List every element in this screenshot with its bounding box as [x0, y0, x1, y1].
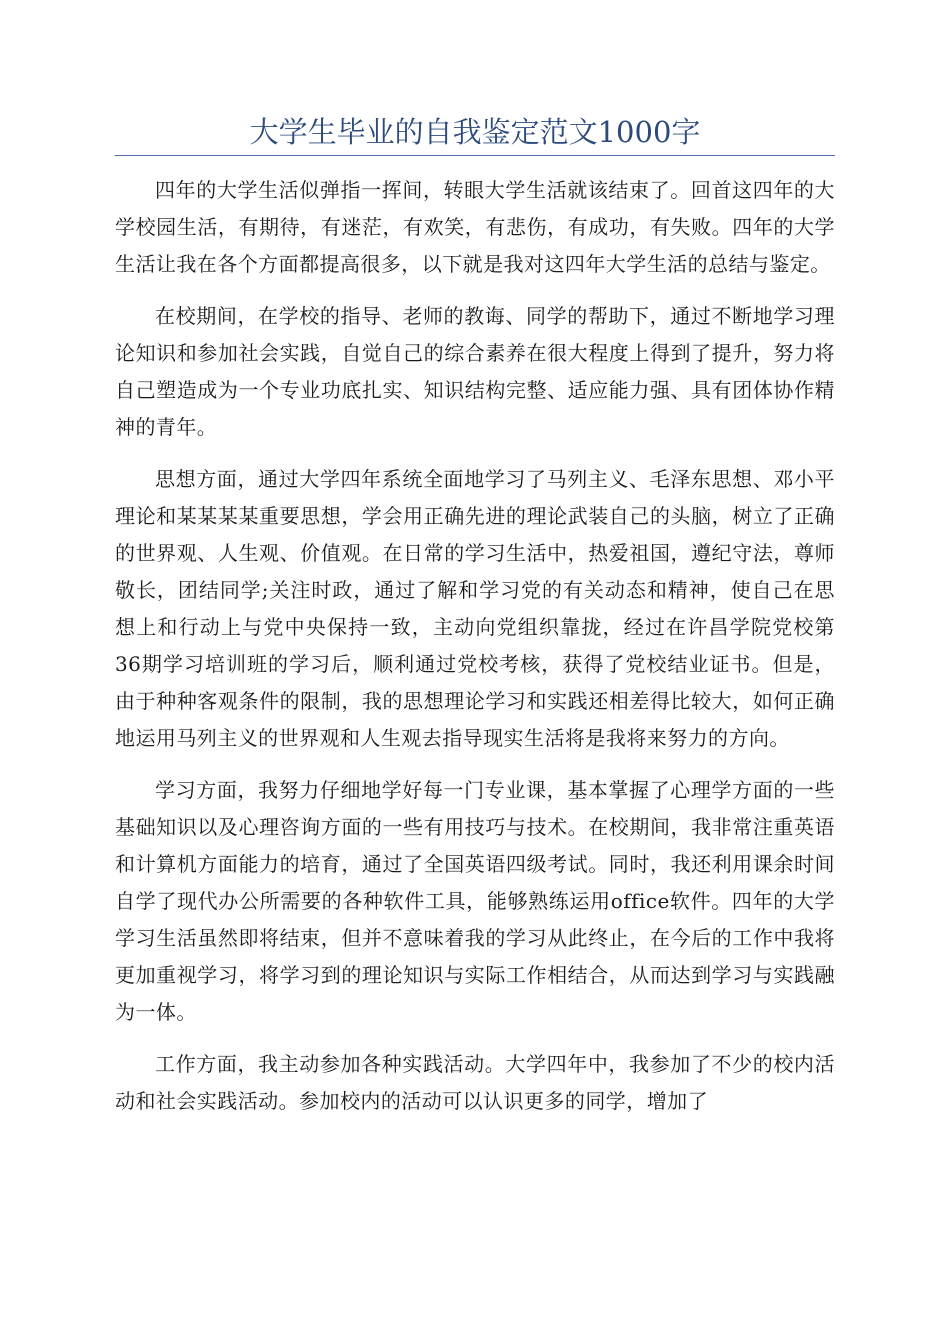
paragraph-school-period: 在校期间，在学校的指导、老师的教诲、同学的帮助下，通过不断地学习理论知识和参加社会实践，自觉自己的综合素养在很大程度上得到了提升，努力将自己塑造成为一个专业功底扎实、知识结构完整、适应能力强、具有团体协作精神的青年。 [115, 304, 835, 439]
document-body [115, 172, 835, 1135]
title-underline [115, 155, 835, 156]
document-title: 大学生毕业的自我鉴定范文1000字 [249, 115, 701, 149]
paragraph-study: 学习方面，我努力仔细地学好每一门专业课，基本掌握了心理学方面的一些基础知识以及心理咨询方面的一些有用技巧与技术。在校期间，我非常注重英语和计算机方面能力的培育，通过了全国英语四级考试。同时，我还利用课余时间自学了现代办公所需要的各种软件工具，能够熟练运用office软件。四年的大学学习生活虽然即将结束，但并不意味着我的学习从此终止，在今后的工作中我将更加重视学习，将学习到的理论知识与实际工作相结合，从而达到学习与实践融为一体。 [115, 778, 835, 1024]
paragraph-intro: 四年的大学生活似弹指一挥间，转眼大学生活就该结束了。回首这四年的大学校园生活，有期待，有迷茫，有欢笑，有悲伤，有成功，有失败。四年的大学生活让我在各个方面都提高很多，以下就是我对这四年大学生活的总结与鉴定。 [115, 178, 835, 276]
paragraph-ideology: 思想方面，通过大学四年系统全面地学习了马列主义、毛泽东思想、邓小平理论和某某某某重要思想，学会用正确先进的理论武装自己的头脑，树立了正确的世界观、人生观、价值观。在日常的学习生活中，热爱祖国，遵纪守法，尊师敬长，团结同学;关注时政，通过了解和学习党的有关动态和精神，使自己在思想上和行动上与党中央保持一致，主动向党组织靠拢，经过在许昌学院党校第36期学习培训班的学习后，顺利通过党校考核，获得了党校结业证书。但是，由于种种客观条件的限制，我的思想理论学习和实践还相差得比较大，如何正确地运用马列主义的世界观和人生观去指导现实生活将是我将来努力的方向。 [115, 467, 835, 750]
paragraph-work: 工作方面，我主动参加各种实践活动。大学四年中，我参加了不少的校内活动和社会实践活动。参加校内的活动可以认识更多的同学，增加了 [115, 1052, 835, 1113]
